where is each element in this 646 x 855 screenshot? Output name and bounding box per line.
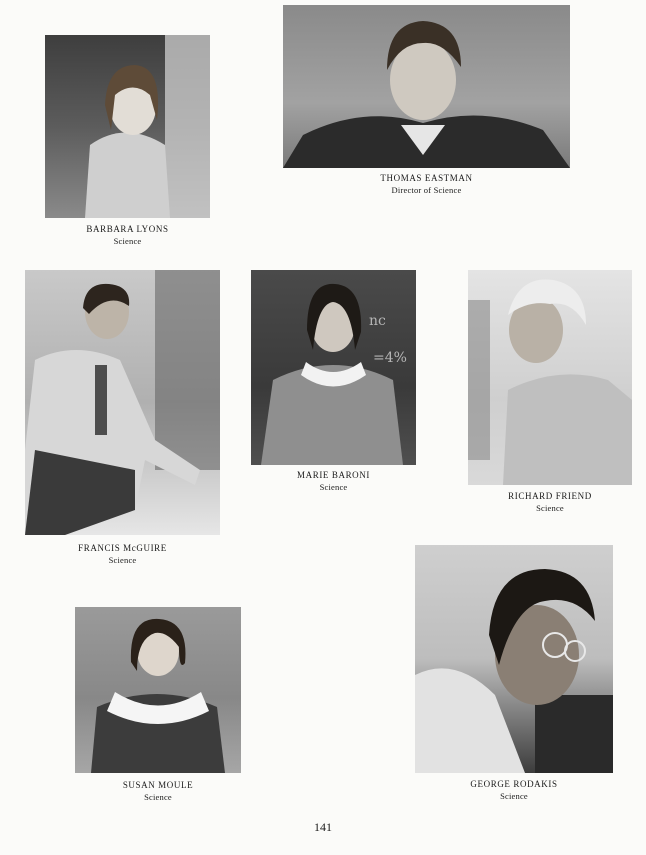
photo-richard-friend	[468, 270, 632, 485]
person-role: Science	[500, 791, 528, 801]
person-name: FRANCIS McGUIRE	[78, 543, 167, 553]
photo-thomas-eastman	[283, 5, 570, 168]
person-role: Science	[536, 503, 564, 513]
person-name: RICHARD FRIEND	[508, 491, 592, 501]
person-name: BARBARA LYONS	[86, 224, 169, 234]
page-number: 141	[314, 820, 332, 834]
photo-susan-moule	[75, 607, 241, 773]
caption-francis-mcguire	[25, 542, 220, 566]
person-role: Science	[113, 236, 142, 246]
photo-marie-baroni	[251, 270, 416, 465]
person-name: SUSAN MOULE	[122, 780, 194, 790]
caption-richard-friend	[468, 490, 632, 514]
person-name: THOMAS EASTMAN	[380, 173, 473, 183]
person-role: Science	[319, 482, 348, 492]
photo-george-rodakis	[415, 545, 613, 773]
person-name: GEORGE RODAKIS	[470, 779, 558, 789]
photo-francis-mcguire	[25, 270, 220, 535]
svg-text:=4%: =4%	[373, 350, 407, 366]
person-name: MARIE BARONI	[297, 470, 370, 480]
svg-text:nc: nc	[369, 313, 386, 329]
caption-marie-baroni	[251, 469, 416, 493]
caption-george-rodakis	[415, 778, 613, 802]
person-role: Science	[144, 792, 172, 802]
photo-barbara-lyons	[45, 35, 210, 218]
caption-susan-moule	[75, 779, 241, 803]
caption-thomas-eastman	[283, 172, 570, 196]
person-role: Director of Science	[391, 185, 462, 195]
person-role: Science	[108, 555, 137, 565]
caption-barbara-lyons	[45, 223, 210, 247]
